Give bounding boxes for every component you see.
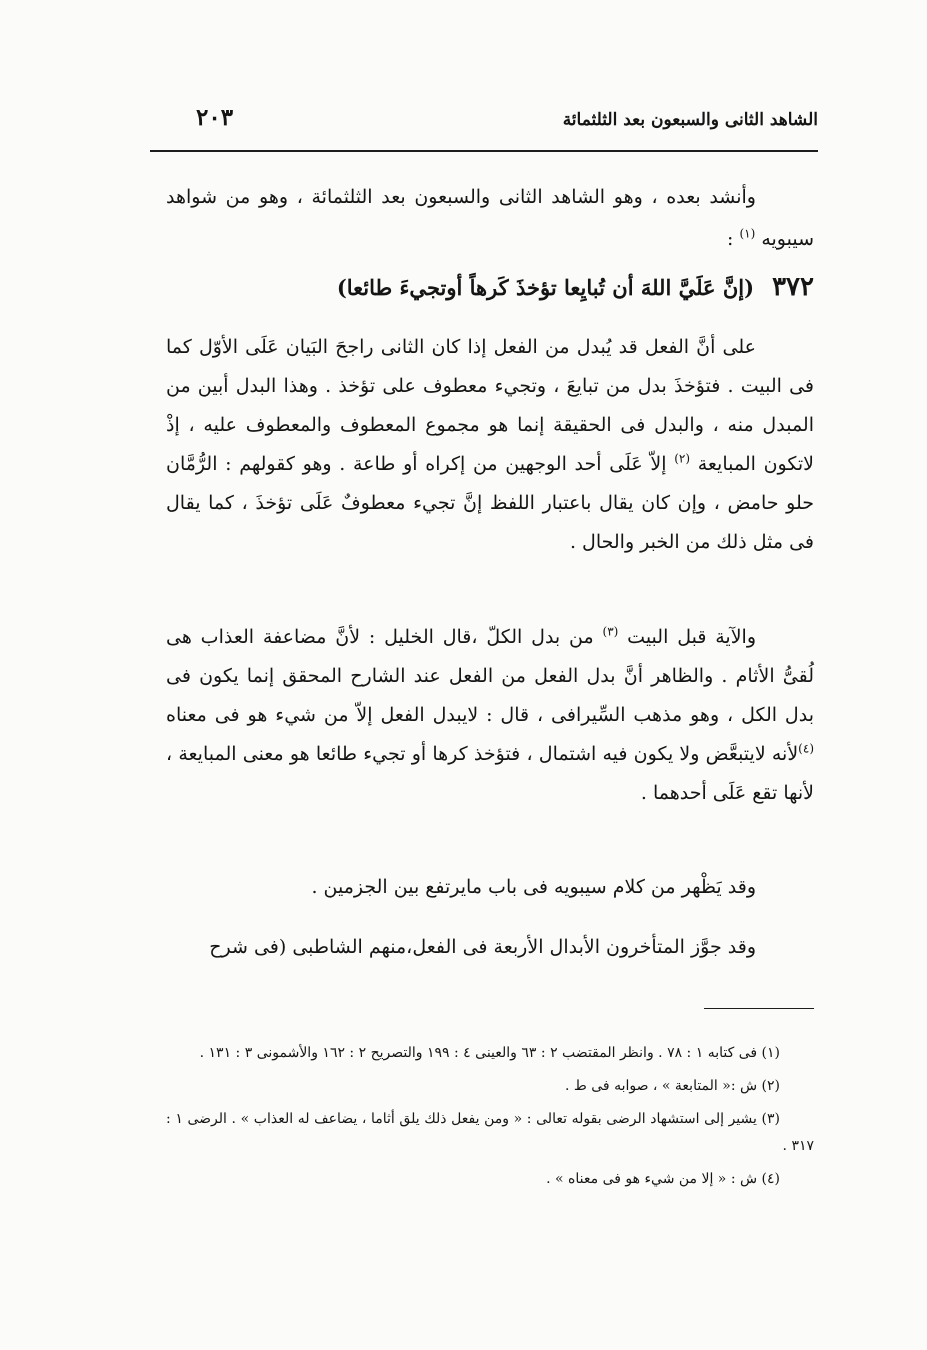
footnote-3: (٣) يشير إلى استشهاد الرضى بقوله تعالى : « ومن يفعل ذلك يلق أثاما ، يضاعف له العذاب » . الرضى ١ : ٣١٧ . [166, 1111, 814, 1154]
header-rule [150, 150, 818, 152]
intro-tail: : [726, 228, 740, 250]
paragraph-1-text [166, 328, 814, 562]
p2-main: والآية قبل البيت [627, 626, 756, 648]
footnote-1: (١) فى كتابه ١ : ٧٨ . وانظر المقتضب ٢ : ٦٣ والعينى ٤ : ١٩٩ والتصريح ٢ : ١٦٢ والأشمونى ٣ : ١٣١ . [199, 1045, 780, 1061]
verse-line [166, 265, 814, 309]
paragraph-2-text [166, 618, 814, 813]
footnote-4: (٤) ش : « إلا من شيء هو فى معناه » . [546, 1171, 780, 1187]
footnote-ref-1: (١) [739, 226, 756, 241]
p2-tail: لأنه لايتبعَّض ولا يكون فيه اشتمال ، فتؤخذ كرها أو تجيء طائعا هو معنى المبايعة ، لأنها تقع عَلَى أحدهما . [166, 743, 814, 804]
paragraph-3 [166, 868, 814, 907]
paragraph-4 [166, 928, 814, 967]
verse-text: (إنَّ عَلَيَّ اللهَ أن تُبايِعا تؤخذَ كَرهاً أوتجيءَ طائعا) [336, 274, 755, 300]
intro-paragraph [166, 176, 814, 260]
p1-main: على أنَّ الفعل قد يُبدل من الفعل إذا كان الثانى راجحَ البَيان عَلَى الأوّل كما فى البيت . فتؤخذَ بدل من تبايعَ ، وتجيء معطوف على تؤخذ . وهذا البدل أبين من المبدل منه ، والبدل فى الحقيقة إنما هو مجموع المعطوف والمعطوف عليه ، إذْ لاتكون المبايعة [166, 336, 814, 475]
footnote-rule [704, 1008, 814, 1009]
intro-text: وأنشد بعده ، وهو الشاهد الثانى والسبعون بعد الثلثمائة ، وهو من شواهد سيبويه [166, 186, 814, 250]
running-head [150, 104, 818, 144]
footnote-ref-3: (٣) [602, 624, 619, 639]
paragraph-4-text: وقد جوَّز المتأخرون الأبدال الأربعة فى الفعل،منهم الشاطبى (فى شرح [209, 936, 756, 958]
page-number: ٢٠٣ [196, 104, 234, 131]
running-title: الشاهد الثانى والسبعون بعد الثلثمائة [562, 110, 818, 130]
verse-number: ٣٧٢ [772, 272, 814, 302]
p2-mid: من بدل الكلّ ،قال الخليل : لأنَّ مضاعفة العذاب هى لُقىُّ الأثام . والظاهر أنَّ بدل الفعل من الفعل عند الشارح المحقق إنما يكون فى بدل الكل ، وهو مذهب السِّيرافى ، قال : لايبدل الفعل إلاّ من شيء هو فى معناه [166, 626, 814, 726]
paragraph-3-text: وقد يَظْهر من كلام سيبويه فى باب مايرتفع بين الجزمين . [311, 876, 756, 898]
paragraph-1 [166, 328, 814, 562]
footnotes [166, 1040, 814, 1199]
p1-tail: إلاّ عَلَى أحد الوجهين من إكراه أو طاعة . وهو كقولهم : الرُّمَّان حلو حامض ، وإن كان يقال باعتبار اللفظ إنَّ تجيء معطوفٌ عَلَى تؤخذَ ، كما يقال فى مثل ذلك من الخبر والحال . [166, 453, 814, 553]
footnote-2: (٢) ش :« المتابعة » ، صوابه فى ط . [564, 1078, 780, 1094]
footnote-ref-2: (٢) [674, 451, 691, 466]
paragraph-2 [166, 618, 814, 813]
intro-line [166, 176, 814, 260]
footnote-ref-4: (٤) [798, 741, 814, 756]
